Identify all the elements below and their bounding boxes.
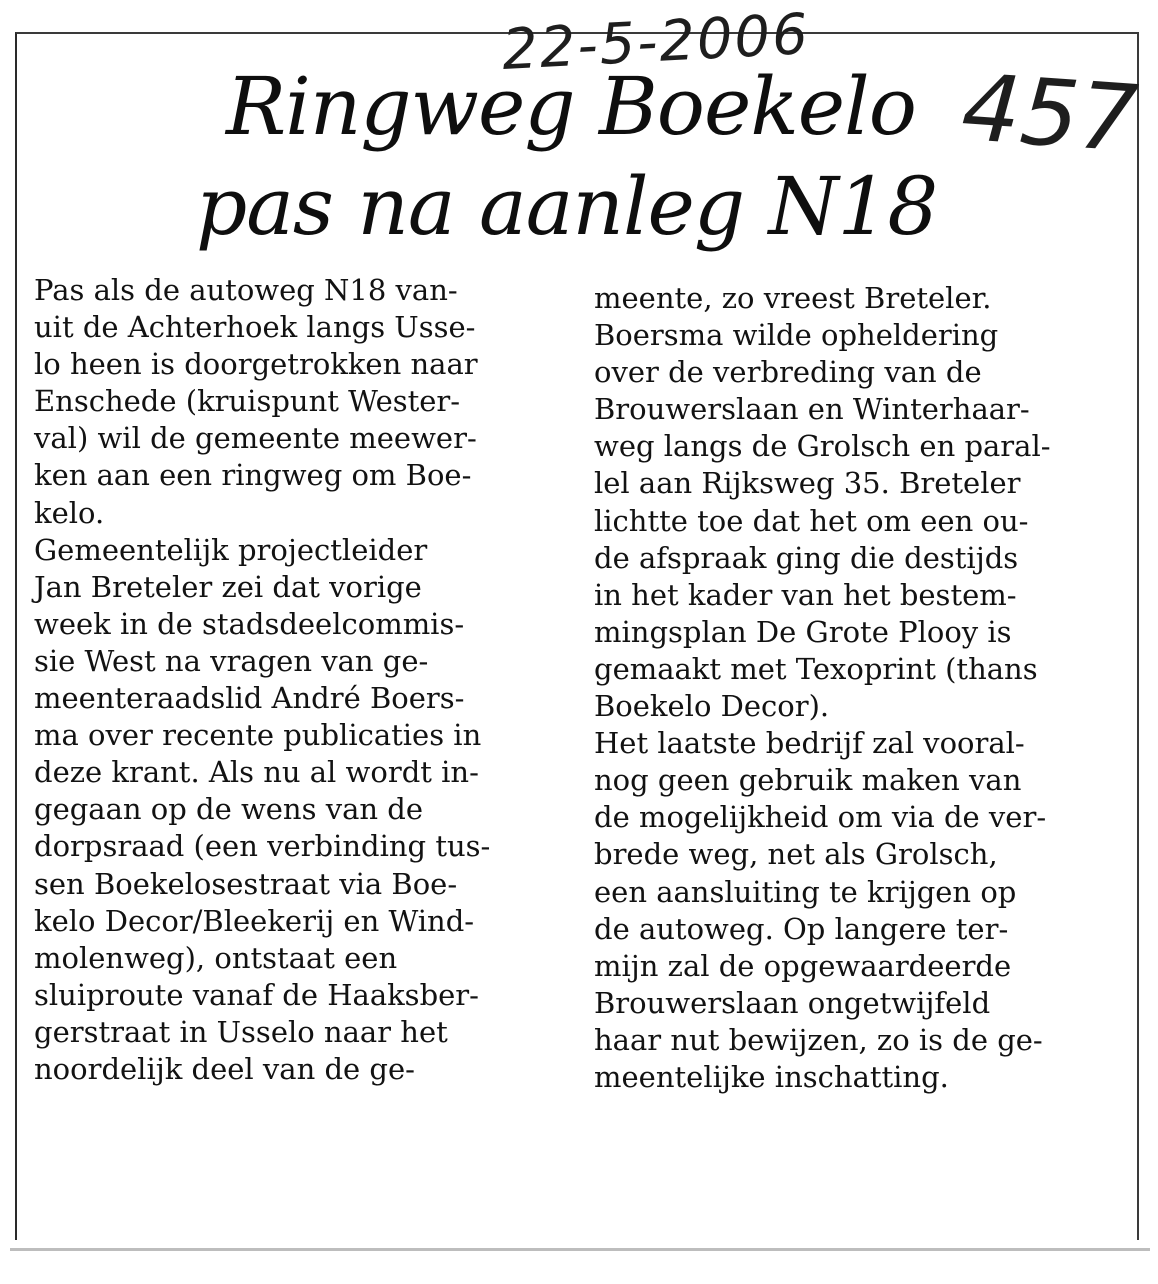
article-line: dorpsraad (een verbinding tus- xyxy=(34,829,491,864)
article-line: meentelijke inschatting. xyxy=(594,1059,949,1094)
article-line: de afspraak ging die destijds xyxy=(594,540,1019,575)
article-line: week in de stadsdeelcommis- xyxy=(34,606,465,641)
article-line: weg langs de Grolsch en paral- xyxy=(594,429,1051,464)
article-line: molenweg), ontstaat een xyxy=(34,940,398,975)
article-line: Boersma wilde opheldering xyxy=(594,318,999,353)
article-right-column xyxy=(594,280,1114,1096)
article-line: haar nut bewijzen, zo is de ge- xyxy=(594,1022,1043,1057)
article-line: sie West na vragen van ge- xyxy=(34,643,429,678)
article-line: lel aan Rijksweg 35. Breteler xyxy=(594,466,1021,501)
article-line: een aansluiting te krijgen op xyxy=(594,874,1017,909)
headline-line-1: Ringweg Boekelo xyxy=(226,60,916,153)
article-line: sluiproute vanaf de Haaksber- xyxy=(34,977,479,1012)
article-line: gerstraat in Usselo naar het xyxy=(34,1014,448,1049)
article-line: kelo. xyxy=(34,495,105,530)
handwritten-date: 22-5-2006 xyxy=(500,1,812,84)
article-line: de autoweg. Op langere ter- xyxy=(594,911,1009,946)
article-line: gemaakt met Texoprint (thans xyxy=(594,651,1038,686)
article-line: val) wil de gemeente meewer- xyxy=(34,421,477,456)
article-line: Boekelo Decor). xyxy=(594,689,830,724)
article-line: Enschede (kruispunt Wester- xyxy=(34,384,461,419)
article-line: sen Boekelosestraat via Boe- xyxy=(34,866,458,901)
article-line: ma over recente publicaties in xyxy=(34,718,482,753)
article-line: deze krant. Als nu al wordt in- xyxy=(34,755,479,790)
article-line: de mogelijkheid om via de ver- xyxy=(594,800,1047,835)
article-line: lichtte toe dat het om een ou- xyxy=(594,503,1029,538)
handwritten-number: 457 xyxy=(958,54,1142,173)
article-line: ken aan een ringweg om Boe- xyxy=(34,458,472,493)
headline-line-2: pas na aanleg N18 xyxy=(196,160,938,253)
article-line: uit de Achterhoek langs Usse- xyxy=(34,310,476,345)
article-line: Gemeentelijk projectleider xyxy=(34,532,428,567)
article-line: brede weg, net als Grolsch, xyxy=(594,837,998,872)
article-line: Brouwerslaan ongetwijfeld xyxy=(594,985,991,1020)
article-line: Het laatste bedrijf zal vooral- xyxy=(594,726,1025,761)
article-line: mingsplan De Grote Plooy is xyxy=(594,614,1012,649)
article-line: nog geen gebruik maken van xyxy=(594,763,1022,798)
article-line: Jan Breteler zei dat vorige xyxy=(34,569,422,604)
article-line: noordelijk deel van de ge- xyxy=(34,1051,415,1086)
article-line: mijn zal de opgewaardeerde xyxy=(594,948,1012,983)
article-line: gegaan op de wens van de xyxy=(34,792,424,827)
article-left-column xyxy=(34,272,554,1088)
article-line: lo heen is doorgetrokken naar xyxy=(34,347,478,382)
article-line: Brouwerslaan en Winterhaar- xyxy=(594,392,1030,427)
article-line: Pas als de autoweg N18 van- xyxy=(34,273,458,307)
article-line: over de verbreding van de xyxy=(594,355,982,390)
article-line: kelo Decor/Bleekerij en Wind- xyxy=(34,903,475,938)
article-line: meente, zo vreest Breteler. xyxy=(594,281,992,315)
article-line: meenteraadslid André Boers- xyxy=(34,681,465,716)
article-line: in het kader van het bestem- xyxy=(594,577,1017,612)
bottom-rule xyxy=(10,1248,1150,1251)
